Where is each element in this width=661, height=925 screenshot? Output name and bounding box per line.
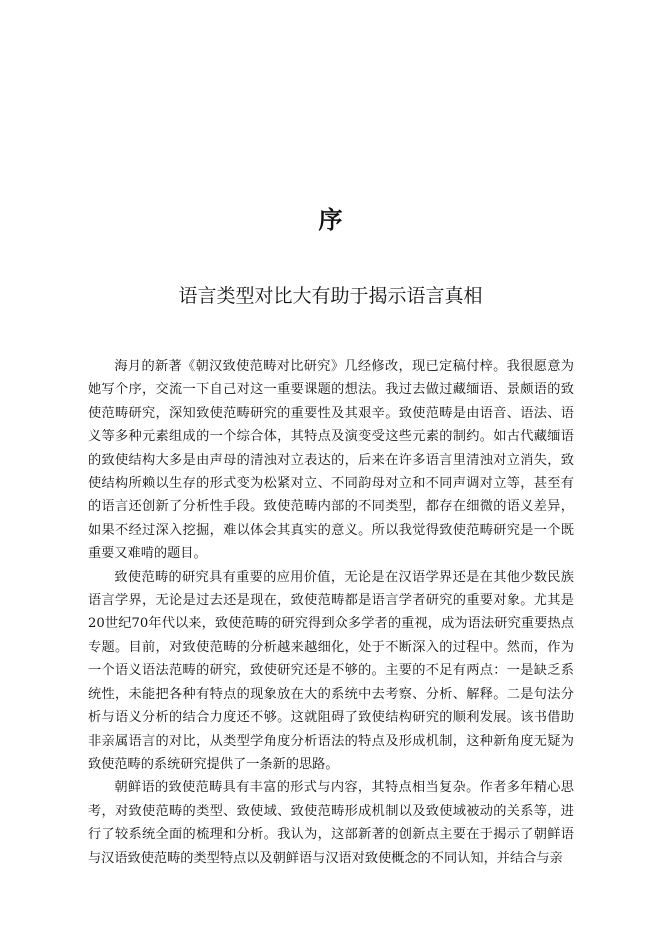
paragraph-3: 朝鲜语的致使范畴具有丰富的形式与内容，其特点相当复杂。作者多年精心思考，对致使范畴的类型、致使域、致使范畴形成机制以及致使域被动的关系等，进行了较系统全面的梳理和分析。我认为，这部新著的创新点主要在于揭示了朝鲜语与汉语致使范畴的类型特点以及朝鲜语与汉语对致使概念的不同认知，并结合与亲 <box>88 780 574 866</box>
body-text <box>88 355 574 870</box>
chapter-subtitle: 语言类型对比大有助于揭示语言真相 <box>178 285 483 307</box>
chapter-title: 序 <box>318 205 343 234</box>
paragraph-2: 致使范畴的研究具有重要的应用价值，无论是在汉语学界还是在其他少数民族语言学界，无论是过去还是现在，致使范畴都是语言学者研究的重要对象。尤其是20世纪70年代以来，致使范畴的研究得到众多学者的重视，成为语法研究重要热点专题。目前，对致使范畴的分析越来越细化，处于不断深入的过程中。然而，作为一个语义语法范畴的研究，致使研究还是不够的。主要的不足有两点：一是缺乏系统性，未能把各种有特点的现象放在大的系统中去考察、分析、解释。二是句法分析与语义分析的结合力度还不够。这就阻碍了致使结构研究的顺利发展。该书借助非亲属语言的对比，从类型学角度分析语法的特点及形成机制，这种新角度无疑为致使范畴的系统研究提供了一条新的思路。 <box>88 569 574 772</box>
paragraph-1: 海月的新著《朝汉致使范畴对比研究》几经修改，现已定稿付梓。我很愿意为她写个序，交流一下自己对这一重要课题的想法。我过去做过藏缅语、景颇语的致使范畴研究，深知致使范畴研究的重要性及其艰辛。致使范畴是由语音、语法、语义等多种元素组成的一个综合体，其特点及演变受这些元素的制约。如古代藏缅语的致使结构大多是由声母的清浊对立表达的，后来在许多语言里清浊对立消失，致使结构所赖以生存的形式变为松紧对立、不同韵母对立和不同声调对立等，甚至有的语言还创新了分析性手段。致使范畴内部的不同类型，都存在细微的语义差异，如果不经过深入挖掘，难以体会其真实的意义。所以我觉得致使范畴研究是一个既重要又难啃的题目。 <box>88 359 574 562</box>
